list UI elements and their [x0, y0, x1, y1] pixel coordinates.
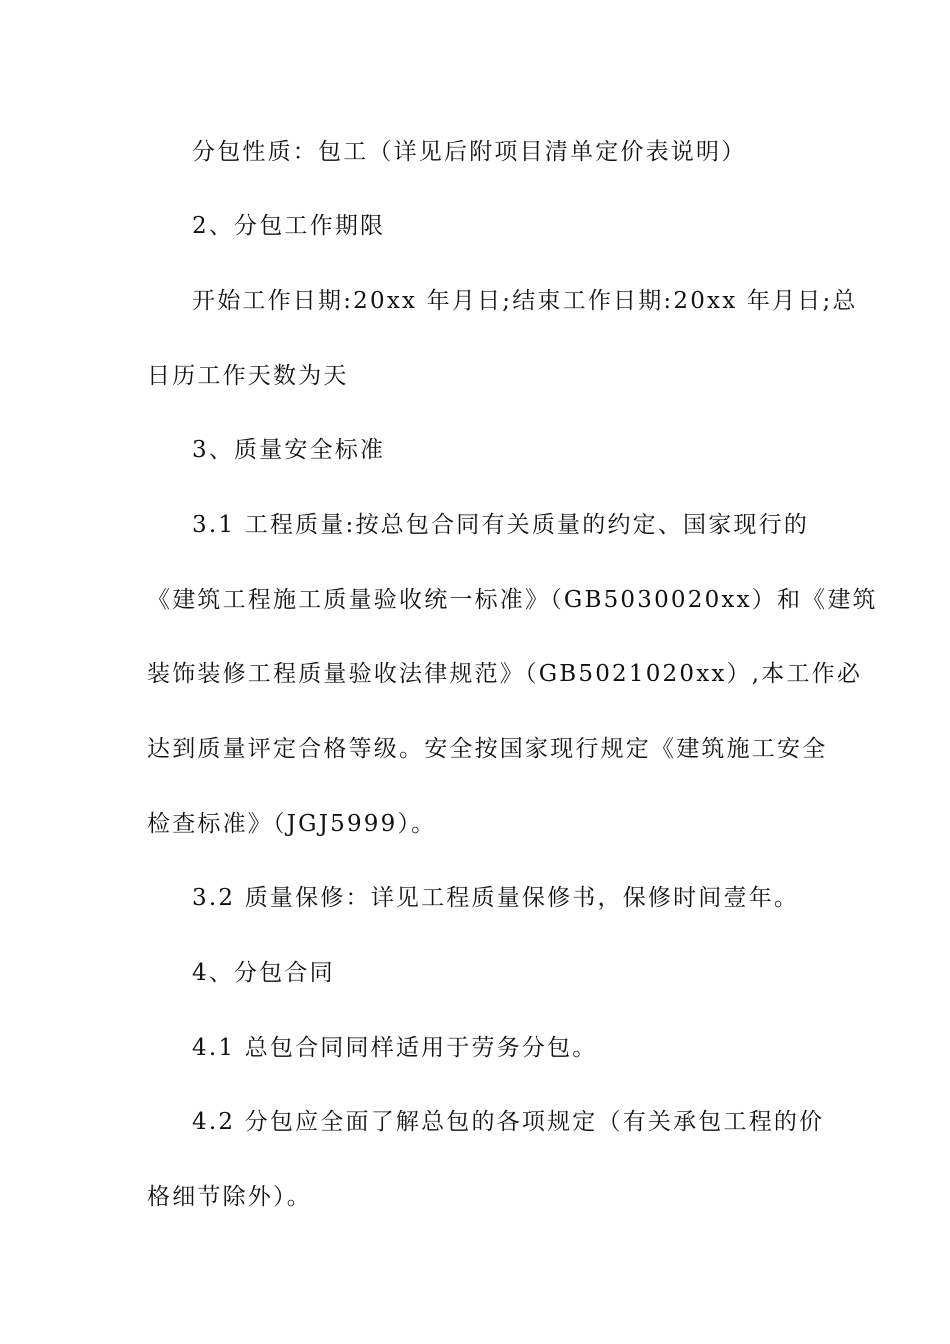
text-line-calendar-days: 日历工作天数为天: [147, 363, 349, 389]
text-line-dates: 开始工作日期:20xx 年月日;结束工作日期:20xx 年月日;总: [192, 288, 858, 314]
text-line-quality-3: 装饰装修工程质量验收法律规范》（GB5021020xx）,本工作必: [147, 661, 863, 687]
text-line-clause-4-1: 4.1 总包合同同样适用于劳务分包。: [192, 1035, 598, 1061]
heading-work-period: 2、分包工作期限: [192, 213, 386, 239]
text-line-quality-5: 检查标准》（JGJ5999）。: [147, 811, 437, 837]
text-line-quality-1: 3.1 工程质量:按总包合同有关质量的约定、国家现行的: [192, 512, 810, 538]
text-line-clause-4-2-cont: 格细节除外）。: [147, 1184, 312, 1210]
text-line-quality-4: 达到质量评定合格等级。安全按国家现行规定《建筑施工安全: [147, 736, 828, 762]
text-line-warranty: 3.2 质量保修：详见工程质量保修书，保修时间壹年。: [192, 885, 800, 911]
text-line-quality-2: 《建筑工程施工质量验收统一标准》（GB5030020xx）和《建筑: [147, 587, 878, 613]
heading-quality-safety: 3、质量安全标准: [192, 437, 386, 463]
heading-subcontract: 4、分包合同: [192, 960, 335, 986]
text-line-subcontract-nature: 分包性质：包工（详见后附项目清单定价表说明）: [192, 139, 747, 165]
text-line-clause-4-2: 4.2 分包应全面了解总包的各项规定（有关承包工程的价: [192, 1109, 825, 1135]
